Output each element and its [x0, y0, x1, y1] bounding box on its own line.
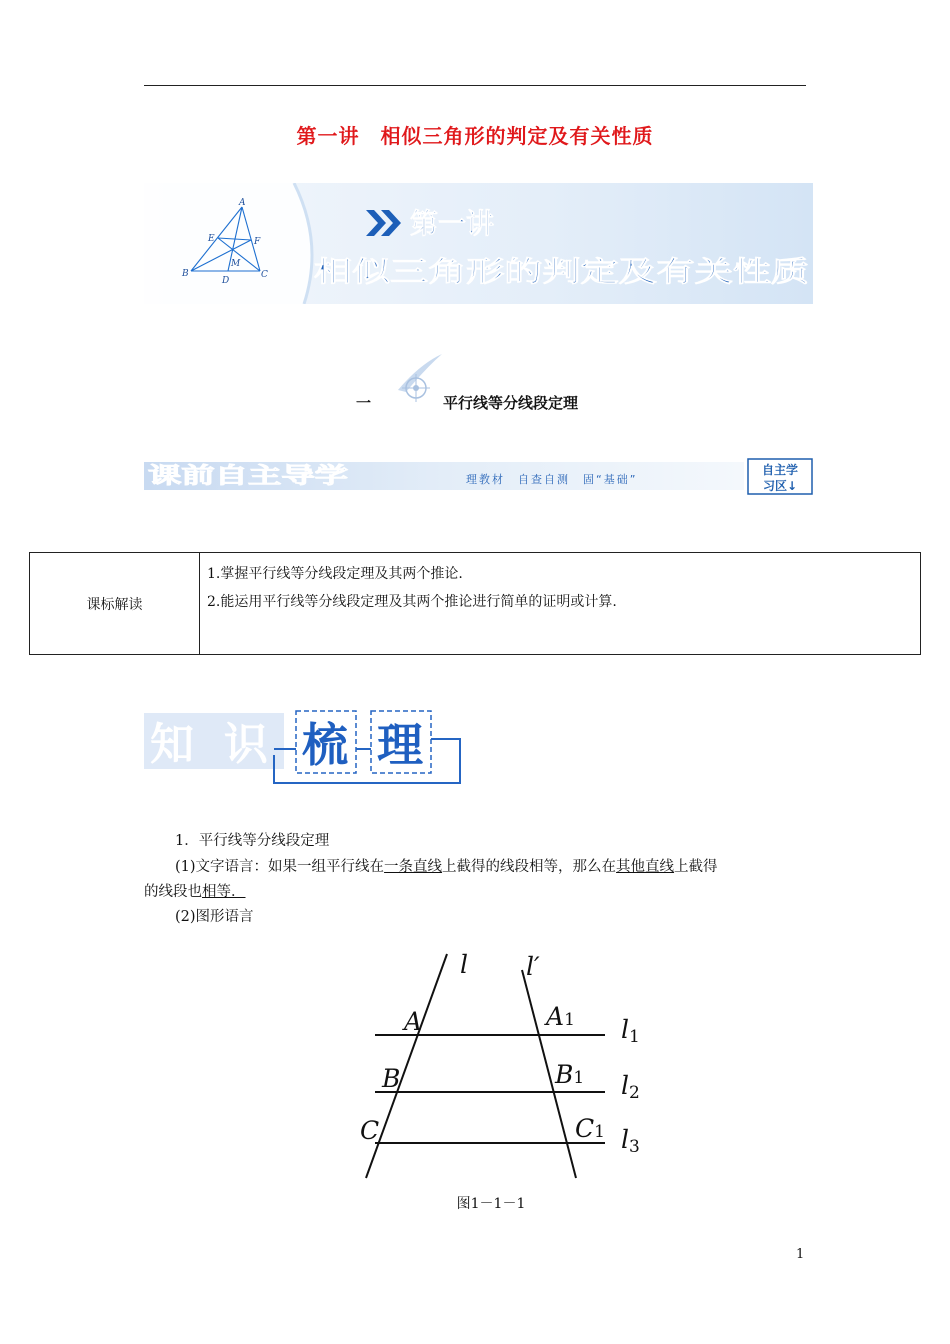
- standards-content: [200, 553, 921, 655]
- banner-point-c: C: [261, 270, 268, 280]
- label-b1: B1: [555, 1060, 585, 1089]
- standards-item: 2.能运用平行线等分线段定理及其两个推论进行简单的证明或计算.: [207, 594, 617, 610]
- underlined-term: 其他直线: [616, 859, 675, 875]
- label-l1: l1: [621, 1015, 640, 1047]
- label-c: C: [360, 1116, 380, 1145]
- theorem-heading: 1．平行线等分线段定理: [175, 833, 330, 849]
- figure-intro: (2)图形语言: [175, 909, 254, 925]
- page-number: 1: [796, 1247, 805, 1262]
- header-rule: [144, 85, 806, 86]
- label-a: A: [404, 1007, 423, 1036]
- knowledge-char: 识: [224, 719, 268, 770]
- crosshair-icon: [380, 352, 450, 412]
- study-badge-line1: 自主学: [761, 463, 799, 477]
- figure-caption: 图1－1－1: [456, 1196, 526, 1212]
- label-l-prime: l′: [526, 952, 540, 981]
- label-l: l: [460, 950, 468, 979]
- banner-point-a: A: [239, 198, 246, 208]
- text-span: 的线段也: [144, 884, 202, 900]
- standards-label: 课标解读: [30, 553, 200, 655]
- study-bar-slogan: 理教材 自查自测 固“基础”: [466, 473, 638, 486]
- chapter-banner: [144, 183, 813, 304]
- text-span: 上截得的线段相等，那么在: [442, 859, 617, 875]
- banner-point-b: B: [182, 269, 189, 279]
- study-bar-title: 课前自主导学: [148, 464, 281, 489]
- standards-item: 1.掌握平行线等分线段定理及其两个推论.: [207, 566, 463, 582]
- text-span: 上截得: [674, 859, 718, 875]
- banner-point-d: D: [222, 276, 230, 286]
- label-b: B: [382, 1064, 401, 1093]
- banner-subtitle: 相似三角形的判定及有关性质: [314, 255, 809, 288]
- underlined-term: 相等．: [202, 884, 246, 900]
- label-a1: A1: [546, 1002, 575, 1031]
- parallel-lines-figure: [350, 946, 650, 1186]
- label-c1: C1: [575, 1114, 605, 1143]
- study-bar: [144, 457, 813, 496]
- section-number: 一: [356, 394, 372, 412]
- study-badge-line2: 习区↓: [762, 479, 798, 493]
- banner-point-m: M: [231, 259, 241, 269]
- banner-heading: 第一讲: [410, 207, 495, 240]
- standards-table: [29, 552, 921, 655]
- section-heading: [0, 352, 950, 422]
- section-title: 平行线等分线段定理: [443, 394, 579, 412]
- theorem-text: [144, 855, 806, 905]
- label-l3: l3: [621, 1125, 640, 1157]
- document-title: 第一讲 相似三角形的判定及有关性质: [296, 124, 654, 148]
- knowledge-char: 知: [150, 719, 194, 770]
- knowledge-char: 理: [377, 718, 423, 772]
- knowledge-title: [144, 705, 462, 785]
- banner-point-e: E: [208, 234, 215, 244]
- banner-point-f: F: [254, 237, 261, 247]
- text-span: (1)文字语言：如果一组平行线在: [175, 859, 385, 875]
- knowledge-char: 梳: [302, 718, 348, 772]
- label-l2: l2: [621, 1071, 640, 1103]
- underlined-term: 一条直线: [384, 859, 443, 875]
